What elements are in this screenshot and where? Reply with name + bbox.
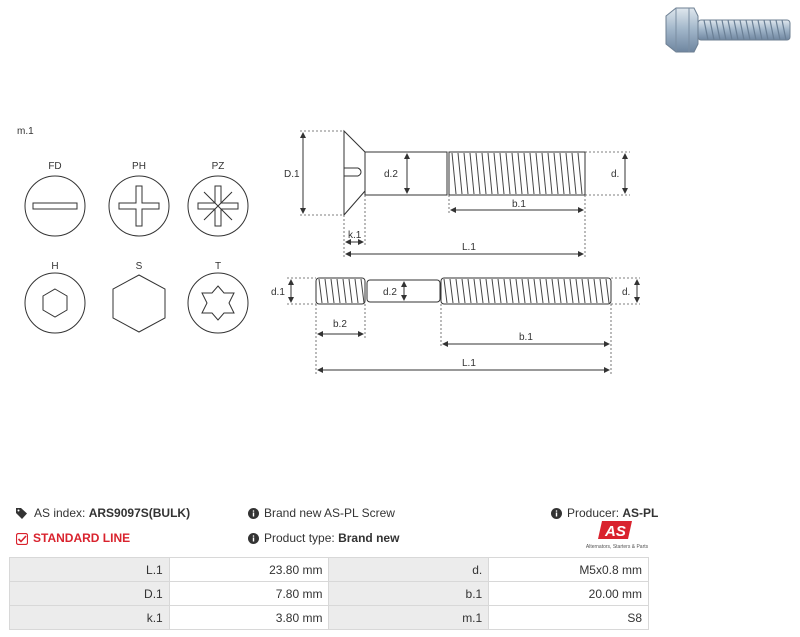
thread-line: [361, 279, 364, 303]
thread-line: [500, 153, 504, 194]
product-type: [248, 531, 399, 545]
as-index-value: ARS9097S(BULK): [88, 506, 191, 520]
thread-line: [456, 279, 459, 303]
drive-label-fd: FD: [48, 161, 62, 172]
thread-line: [468, 279, 471, 303]
spec-value: 20.00 mm: [489, 582, 649, 606]
product-type-value: Brand new: [338, 531, 400, 545]
thread-line: [600, 279, 603, 303]
spec-key: m.1: [329, 606, 489, 630]
thread-line: [558, 279, 561, 303]
spec-key: L.1: [10, 558, 170, 582]
info-icon: [248, 508, 259, 519]
thread-line: [337, 279, 340, 303]
drive-label-s: S: [135, 261, 143, 272]
pozidriv-drive-icon: [188, 176, 248, 236]
thread-line: [482, 153, 486, 194]
thread-line: [458, 153, 462, 194]
thread-line: [548, 153, 552, 194]
line-badge: [16, 531, 130, 545]
thread-line: [582, 279, 585, 303]
drive-label-ph: PH: [132, 161, 146, 172]
thread-line: [488, 153, 492, 194]
thread-line: [355, 279, 358, 303]
as-index: [16, 506, 190, 520]
screw-dim-d: d.: [611, 169, 620, 180]
spec-value: 23.80 mm: [169, 558, 329, 582]
thread-line: [530, 153, 534, 194]
thread-line: [510, 279, 513, 303]
thread-line: [343, 279, 346, 303]
thread-line: [494, 153, 498, 194]
drive-label-h: H: [51, 261, 59, 272]
drive-types: [25, 161, 248, 333]
thread-line: [606, 279, 609, 303]
producer-label: Producer:: [567, 506, 620, 520]
thread-line: [512, 153, 516, 194]
thread-line: [349, 279, 352, 303]
thread-line: [524, 153, 528, 194]
screw-dim-L1: L.1: [462, 242, 476, 253]
product-photo: [662, 6, 794, 54]
thread-line: [506, 153, 510, 194]
thread-line: [536, 153, 540, 194]
thread-line: [564, 279, 567, 303]
logo-text: AS: [605, 523, 626, 540]
thread-line: [552, 279, 555, 303]
thread-line: [319, 279, 322, 303]
thread-line: [566, 153, 570, 194]
spec-key: d.: [329, 558, 489, 582]
specs-table: [9, 557, 649, 630]
thread-line: [518, 153, 522, 194]
drive-label-pz: PZ: [211, 161, 225, 172]
hex-head-icon: [113, 275, 165, 332]
torx-drive-icon: [188, 273, 248, 333]
check-square-icon: [16, 533, 28, 545]
spec-key: b.1: [329, 582, 489, 606]
thread-line: [492, 279, 495, 303]
screw-drawing: [284, 131, 630, 258]
stud-drawing: [271, 278, 640, 374]
table-row: [10, 606, 649, 630]
spec-value: 7.80 mm: [169, 582, 329, 606]
screw-dim-d2: d.2: [384, 169, 398, 180]
thread-line: [570, 279, 573, 303]
hex-socket-drive-icon: [25, 273, 85, 333]
description: [248, 506, 395, 520]
thread-line: [560, 153, 564, 194]
drive-label-t: T: [214, 261, 222, 272]
slot-drive-icon: [25, 176, 85, 236]
info-icon: [248, 533, 259, 544]
spec-value: M5x0.8 mm: [489, 558, 649, 582]
line-text: STANDARD LINE: [33, 531, 131, 545]
thread-line: [576, 279, 579, 303]
thread-line: [486, 279, 489, 303]
as-index-label: AS index:: [34, 506, 86, 520]
thread-line: [452, 153, 456, 194]
thread-line: [444, 279, 447, 303]
screw-dim-k1: k.1: [348, 230, 362, 241]
thread-line: [474, 279, 477, 303]
table-row: [10, 582, 649, 606]
stud-dim-b2: b.2: [333, 319, 347, 330]
stud-dim-b1: b.1: [519, 332, 533, 343]
thread-line: [476, 153, 480, 194]
stud-dim-d1: d.1: [271, 287, 285, 298]
producer: [551, 506, 658, 520]
spec-key: D.1: [10, 582, 170, 606]
thread-line: [542, 153, 546, 194]
thread-line: [516, 279, 519, 303]
spec-key: k.1: [10, 606, 170, 630]
thread-line: [534, 279, 537, 303]
thread-line: [464, 153, 468, 194]
thread-line: [325, 279, 328, 303]
stud-dim-L1: L.1: [462, 358, 476, 369]
tags-icon: [16, 508, 29, 519]
phillips-drive-icon: [109, 176, 169, 236]
thread-line: [540, 279, 543, 303]
thread-line: [554, 153, 558, 194]
thread-line: [498, 279, 501, 303]
thread-line: [331, 279, 334, 303]
thread-line: [588, 279, 591, 303]
thread-line: [462, 279, 465, 303]
screw-dim-D1: D.1: [284, 169, 300, 180]
thread-line: [594, 279, 597, 303]
product-type-label: Product type:: [264, 531, 335, 545]
thread-line: [480, 279, 483, 303]
producer-value: AS-PL: [622, 506, 659, 520]
thread-line: [522, 279, 525, 303]
spec-value: 3.80 mm: [169, 606, 329, 630]
thread-line: [470, 153, 474, 194]
description-text: Brand new AS-PL Screw: [264, 506, 395, 520]
head-label: m.1: [17, 126, 34, 137]
info-icon: [551, 508, 562, 519]
table-row: [10, 558, 649, 582]
thread-line: [546, 279, 549, 303]
thread-line: [572, 153, 576, 194]
thread-line: [528, 279, 531, 303]
thread-line: [578, 153, 582, 194]
screw-dim-b1: b.1: [512, 199, 526, 210]
spec-value: S8: [489, 606, 649, 630]
logo-tagline: Alternators, Starters & Parts: [585, 544, 649, 550]
stud-dim-d: d.: [622, 287, 631, 298]
as-pl-logo: [582, 521, 652, 553]
stud-dim-d2: d.2: [383, 287, 397, 298]
thread-line: [504, 279, 507, 303]
thread-line: [450, 279, 453, 303]
